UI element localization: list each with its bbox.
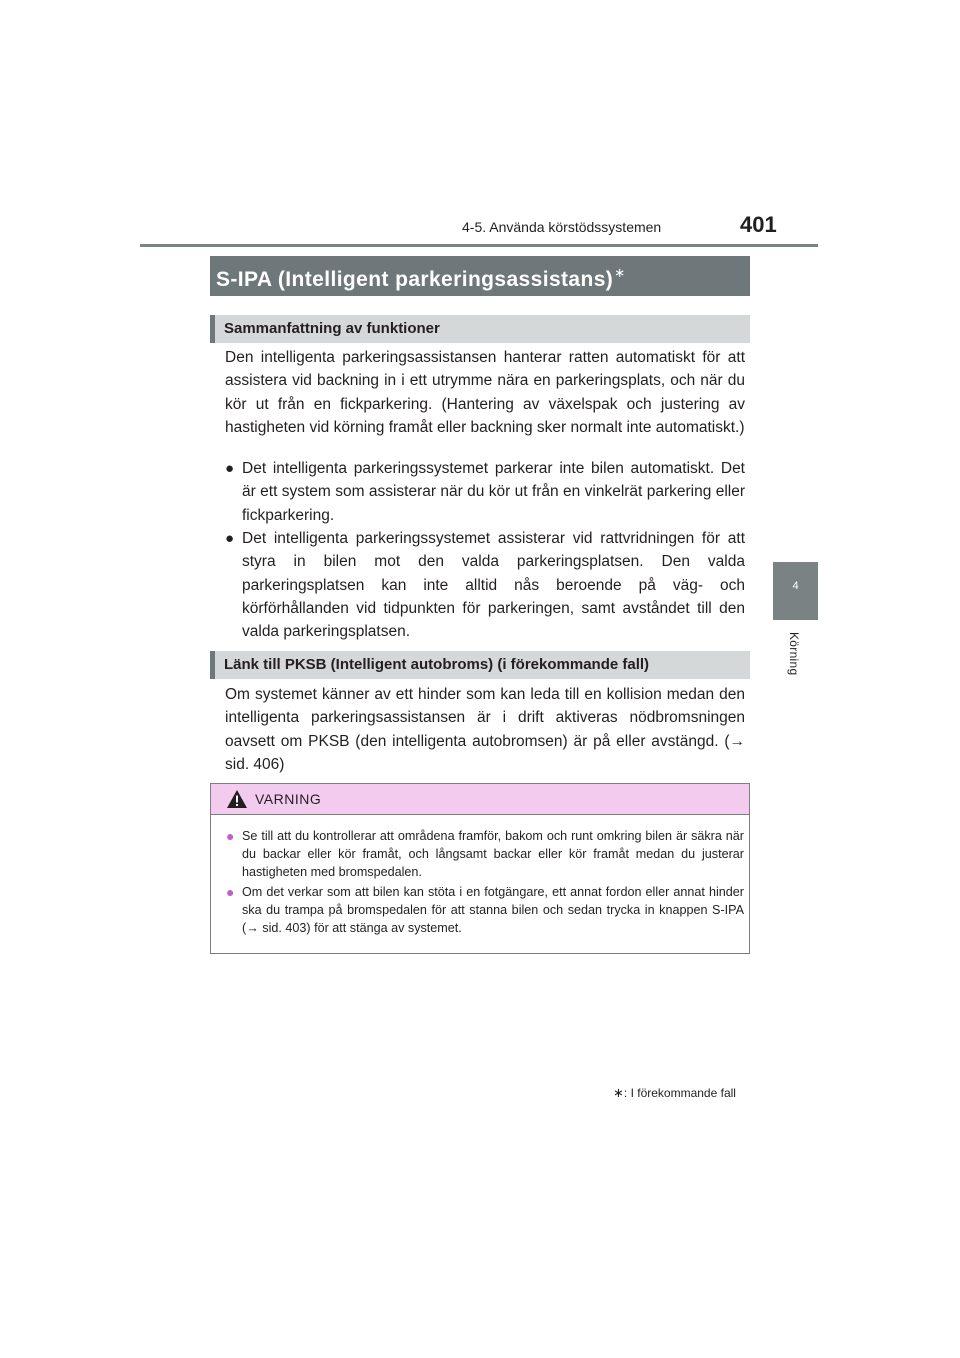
section-heading-pksb: Länk till PKSB (Intelligent autobroms) (i förekommande fall) bbox=[210, 651, 750, 679]
bullet-icon: ● bbox=[225, 460, 235, 477]
intro-paragraph: Den intelligenta parkeringsassistansen hanterar ratten automatiskt för att assistera vid backning in i ett utrymme nära en parkeringsplats, och när du kör ut från en fickparkering. (Hantering av växelspak och justering av hastigheten vid körning framåt eller backning sker normalt inte automatiskt.) bbox=[225, 349, 745, 436]
warning-item bbox=[226, 827, 744, 881]
warning-box bbox=[210, 783, 750, 954]
warning-label: VARNING bbox=[255, 791, 322, 807]
header-rule bbox=[140, 244, 818, 247]
bullet-icon: ● bbox=[226, 884, 235, 900]
list-item-text: Det intelligenta parkeringssystemet parkerar inte bilen automatiskt. Det är ett system som assisterar när du kör ut från en vinkelrät parkering eller fickparkering. bbox=[242, 460, 745, 524]
bullet-icon: ● bbox=[225, 530, 235, 547]
page-number: 401 bbox=[740, 212, 777, 237]
footnote bbox=[613, 1085, 736, 1101]
list-item bbox=[225, 457, 745, 527]
warning-triangle-icon bbox=[226, 789, 248, 809]
footnote-marker-icon: ∗ bbox=[614, 265, 626, 280]
pksb-paragraph: Om systemet känner av ett hinder som kan leda till en kollision medan den intelligenta parkeringsassistansen är i drift aktiveras nödbromsningen oavsett om PKSB (den intelligenta autobromsen) är på eller avstängd. (→ sid. 406) bbox=[225, 686, 745, 773]
list-item bbox=[225, 527, 745, 643]
footnote-marker-icon: ∗ bbox=[613, 1085, 624, 1100]
footnote-text: : I förekommande fall bbox=[623, 1086, 736, 1100]
section-header: 4-5. Använda körstödssystemen bbox=[462, 219, 662, 235]
warning-item bbox=[226, 883, 744, 937]
bullet-icon: ● bbox=[226, 828, 235, 844]
section-heading-functions: Sammanfattning av funktioner bbox=[210, 315, 750, 343]
page-title-text: S-IPA (Intelligent parkeringsassistans) bbox=[216, 268, 614, 291]
chapter-tab[interactable] bbox=[773, 562, 818, 620]
warning-item-text: Se till att du kontrollerar att områdena framför, bakom och runt omkring bilen är säkra när du backar eller kör framåt, och långsamt backar eller kör framåt medan du justerar hastigheten med bromspedalen. bbox=[242, 829, 744, 879]
chapter-tab-label: Körning bbox=[787, 632, 801, 676]
warning-item-text: Om det verkar som att bilen kan stöta i en fotgängare, ett annat fordon eller annat hinder ska du trampa på bromspedalen för att stanna bilen och sedan trycka in knappen S-IPA (→ sid. 403) för att stänga av systemet. bbox=[242, 885, 744, 935]
list-item-text: Det intelligenta parkeringssystemet assisterar vid rattvridningen för att styra in bilen mot den valda parkeringsplatsen. Den valda parkeringsplatsen kan inte alltid nås beroende på väg- och körförhållanden vid tidpunkten för parkeringen, samt avståndet till den valda parkeringsplatsen. bbox=[242, 530, 745, 641]
warning-header bbox=[211, 784, 749, 815]
chapter-tab-number: 4 bbox=[792, 580, 799, 592]
page-title bbox=[210, 256, 750, 296]
